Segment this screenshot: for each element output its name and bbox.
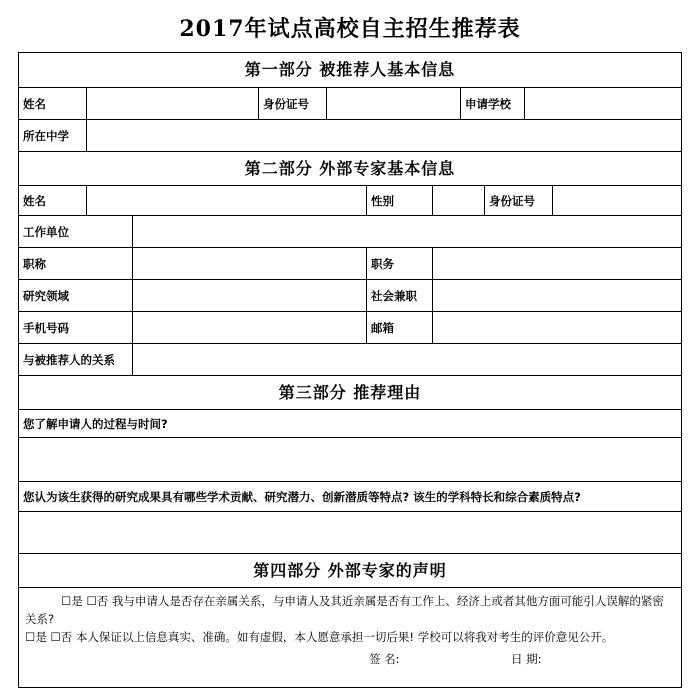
apply-school-field[interactable]: [525, 88, 681, 119]
relation-label: 与被推荐人的关系: [19, 344, 133, 375]
work-unit-field[interactable]: [133, 216, 681, 247]
part1-row-basic: [19, 87, 681, 119]
phone-field[interactable]: [133, 312, 367, 343]
expert-id-label: 身份证号: [485, 186, 553, 215]
answer-2-field[interactable]: [19, 511, 681, 553]
title-label: 职称: [19, 248, 133, 279]
title-field[interactable]: [133, 248, 367, 279]
part1-heading: 第一部分 被推荐人基本信息: [244, 60, 456, 79]
candidate-id-label: 身份证号: [259, 88, 327, 119]
question-2: 您认为该生获得的研究成果具有哪些学术贡献、研究潜力、创新潜质等特点? 该生的学科特长和综合素质特点?: [19, 481, 681, 511]
part4-heading: 第四部分 外部专家的声明: [19, 553, 681, 587]
expert-name-field[interactable]: [87, 186, 367, 215]
field-label: 研究领域: [19, 280, 133, 311]
question-1: 您了解申请人的过程与时间?: [19, 409, 681, 437]
email-field[interactable]: [433, 312, 681, 343]
checkbox-yes-1[interactable]: ☐: [61, 594, 72, 608]
recommendation-form: [18, 52, 682, 688]
declaration-truth: ☐是 ☐否 本人保证以上信息真实、准确。如有虚假，本人愿意承担一切后果! 学校可以将我对考生的评价意见公开。: [25, 630, 614, 644]
date-label: 日 期:: [511, 652, 542, 666]
candidate-id-field[interactable]: [327, 88, 461, 119]
email-label: 邮箱: [367, 312, 433, 343]
signature-label: 签 名:: [369, 652, 400, 666]
expert-gender-field[interactable]: [433, 186, 485, 215]
social-label: 社会兼职: [367, 280, 433, 311]
relation-field[interactable]: [133, 344, 681, 375]
declaration-block: [19, 587, 681, 689]
expert-id-field[interactable]: [553, 186, 681, 215]
declaration-relation: ☐是 ☐否 我与申请人是否存在亲属关系，与申请人及其近亲属是否有工作上、经济上或者其他方面可能引人误解的紧密关系?: [25, 594, 664, 626]
middle-school-label: 所在中学: [19, 120, 87, 151]
field-field[interactable]: [133, 280, 367, 311]
phone-label: 手机号码: [19, 312, 133, 343]
part1-row-school: [19, 119, 681, 151]
part2-row-field: [19, 279, 681, 311]
middle-school-field[interactable]: [87, 120, 681, 151]
expert-name-label: 姓名: [19, 186, 87, 215]
form-title: 2017年试点高校自主招生推荐表: [179, 16, 521, 42]
candidate-name-label: 姓名: [19, 88, 87, 119]
social-field[interactable]: [433, 280, 681, 311]
part3-heading: 第三部分 推荐理由: [19, 375, 681, 409]
part2-heading: 第二部分 外部专家基本信息: [19, 151, 681, 185]
apply-school-label: 申请学校: [461, 88, 525, 119]
expert-gender-label: 性别: [367, 186, 433, 215]
candidate-name-field[interactable]: [87, 88, 259, 119]
part2-row-relation: [19, 343, 681, 375]
work-unit-label: 工作单位: [19, 216, 133, 247]
position-field[interactable]: [433, 248, 681, 279]
part2-row-title: [19, 247, 681, 279]
part2-row-work-unit: [19, 215, 681, 247]
answer-1-field[interactable]: [19, 437, 681, 481]
checkbox-no-2[interactable]: ☐: [50, 630, 61, 644]
part2-row-contact: [19, 311, 681, 343]
checkbox-no-1[interactable]: ☐: [86, 594, 97, 608]
position-label: 职务: [367, 248, 433, 279]
part2-row-basic: [19, 185, 681, 215]
checkbox-yes-2[interactable]: ☐: [25, 630, 36, 644]
